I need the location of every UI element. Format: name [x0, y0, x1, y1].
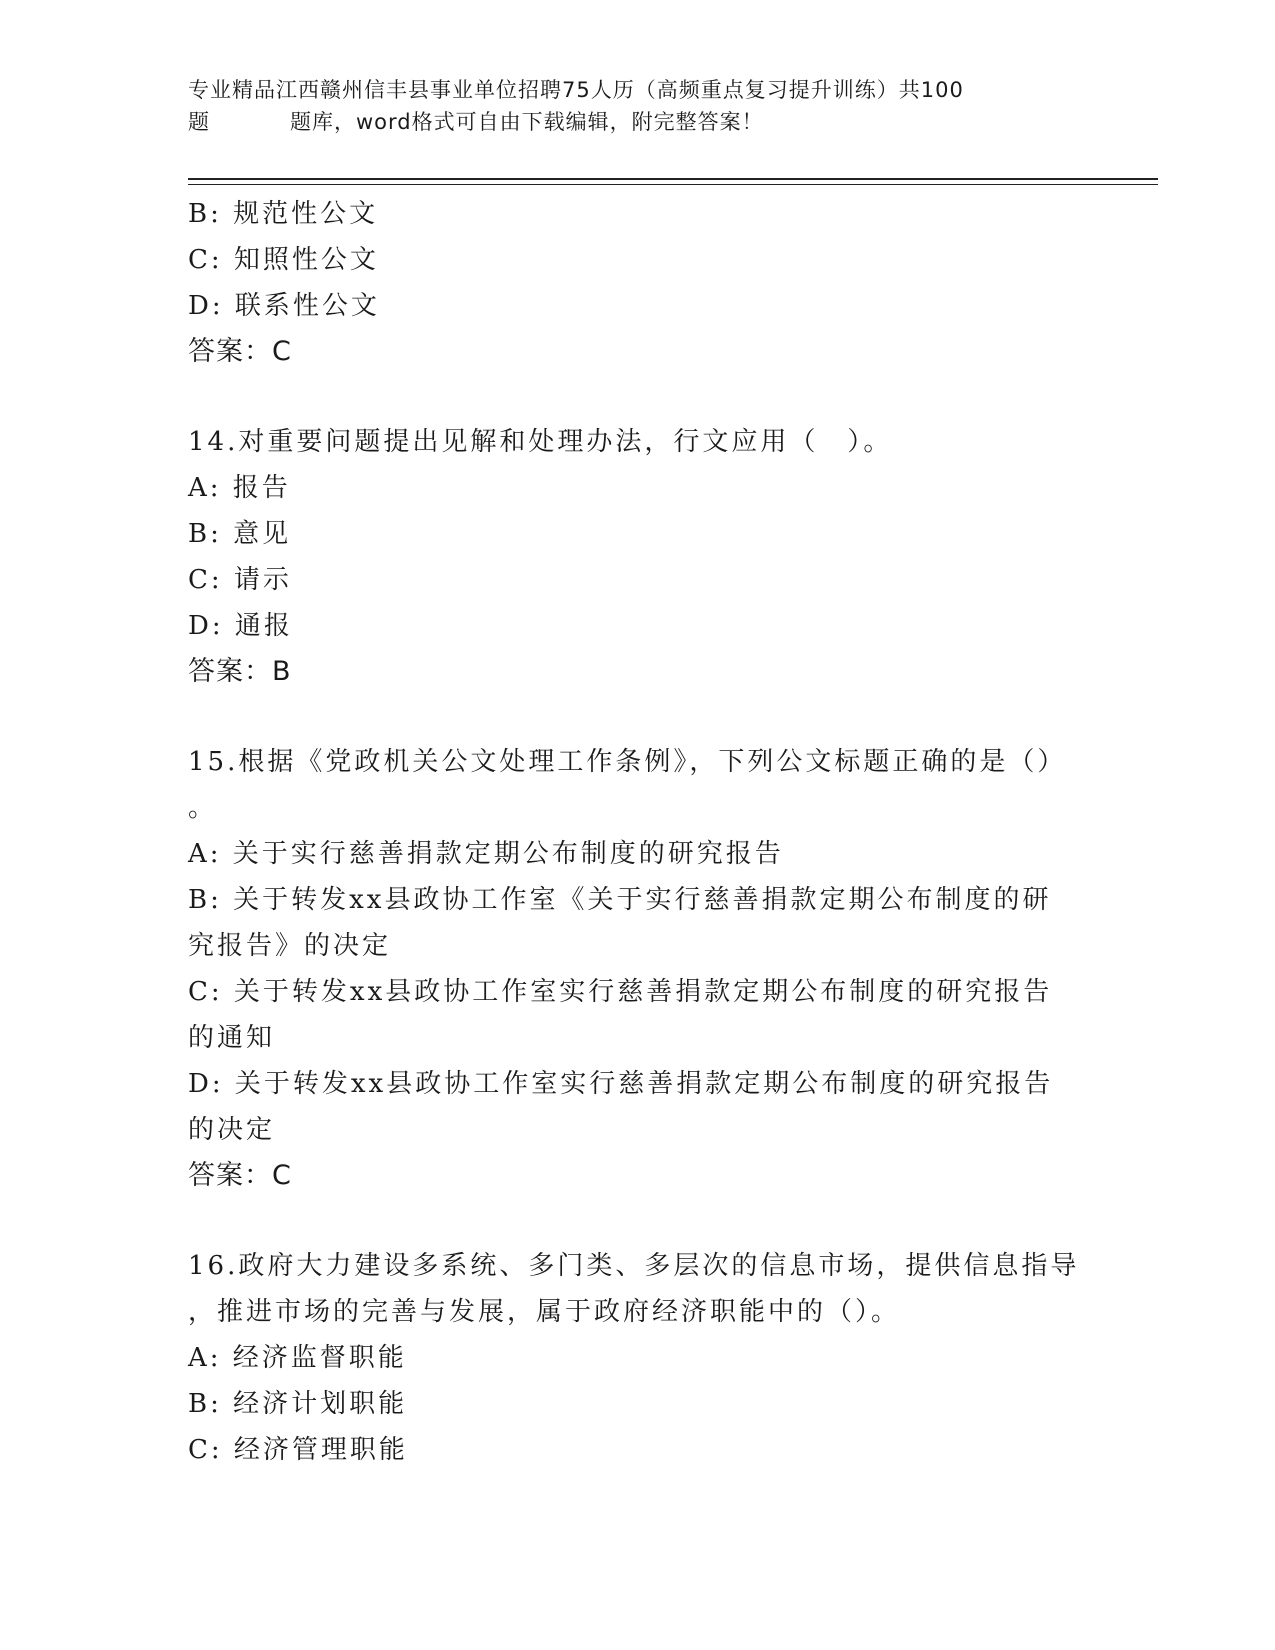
- q15-option-c-line2: 的通知: [188, 1023, 276, 1053]
- q15-option-d-line2: 的决定: [188, 1115, 276, 1145]
- question-14-block: [188, 419, 1088, 695]
- q16-option-c: C: 经济管理职能: [188, 1435, 408, 1465]
- q15-option-a: A: 关于实行慈善捐款定期公布制度的研究报告: [188, 839, 784, 869]
- header-title-line2-right: 题库，word格式可自由下载编辑，附完整答案！: [290, 110, 764, 134]
- q15-option-b-line1: B: 关于转发xx县政协工作室《关于实行慈善捐款定期公布制度的研: [188, 885, 1052, 915]
- question-15-block: [188, 739, 1088, 1199]
- header-title-line1: 专业精品江西赣州信丰县事业单位招聘75人历（高频重点复习提升训练）共100: [188, 78, 964, 102]
- page-header: [188, 74, 1088, 138]
- q16-question-line2: ，推进市场的完善与发展，属于政府经济职能中的（）。: [188, 1297, 901, 1327]
- header-title-line2: [188, 106, 1088, 138]
- header-divider-thin: [188, 184, 1158, 185]
- q15-question-line2: 。: [188, 793, 218, 823]
- spacer: [188, 1199, 1088, 1243]
- q14-option-a: A: 报告: [188, 473, 291, 503]
- q16-option-a: A: 经济监督职能: [188, 1343, 407, 1373]
- q16-option-b: B: 经济计划职能: [188, 1389, 408, 1419]
- q13-answer: 答案：C: [188, 336, 292, 367]
- q14-option-d: D: 通报: [188, 611, 293, 641]
- question-13-block: [188, 191, 1088, 375]
- q15-answer: 答案：C: [188, 1160, 292, 1191]
- q13-option-b: B: 规范性公文: [188, 199, 379, 229]
- q14-option-c: C: 请示: [188, 565, 292, 595]
- q13-option-c: C: 知照性公文: [188, 245, 379, 275]
- q15-option-c-line1: C: 关于转发xx县政协工作室实行慈善捐款定期公布制度的研究报告: [188, 977, 1053, 1007]
- q15-question-line1: 15.根据《党政机关公文处理工作条例》，下列公文标题正确的是（）: [188, 747, 1067, 777]
- q15-option-d-line1: D: 关于转发xx县政协工作室实行慈善捐款定期公布制度的研究报告: [188, 1069, 1054, 1099]
- q14-answer: 答案：B: [188, 656, 292, 687]
- q13-option-d: D: 联系性公文: [188, 291, 380, 321]
- header-divider-thick: [188, 178, 1158, 180]
- document-body: [188, 191, 1088, 1473]
- q14-question: 14.对重要问题提出见解和处理办法，行文应用（ ）。: [188, 427, 893, 457]
- spacer: [188, 375, 1088, 419]
- header-title-line2-left: 题: [188, 110, 210, 134]
- spacer: [188, 695, 1088, 739]
- q15-option-b-line2: 究报告》的决定: [188, 931, 392, 961]
- question-16-block: [188, 1243, 1088, 1473]
- q16-question-line1: 16.政府大力建设多系统、多门类、多层次的信息市场，提供信息指导: [188, 1251, 1080, 1281]
- q14-option-b: B: 意见: [188, 519, 292, 549]
